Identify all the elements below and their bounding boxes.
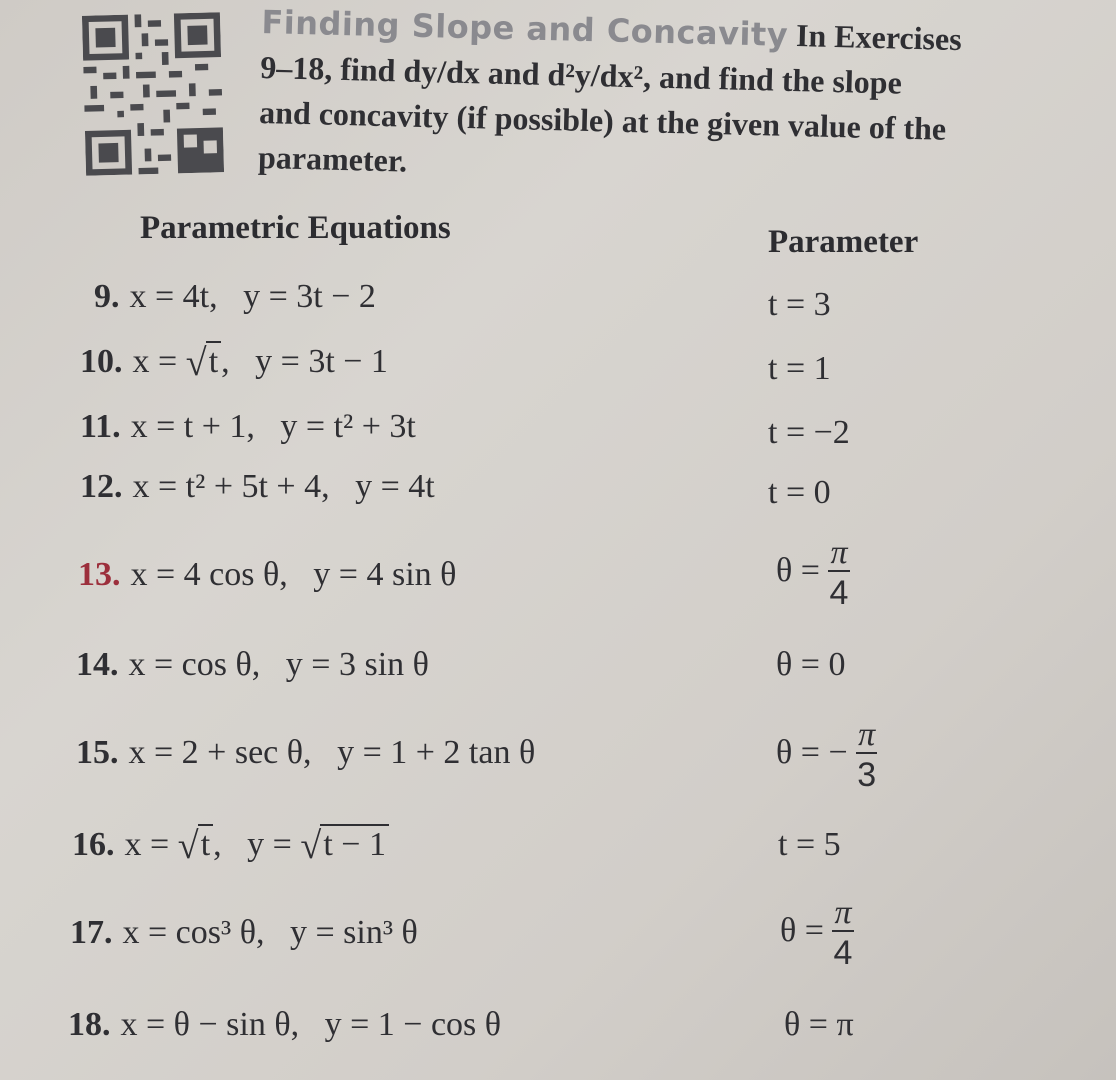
section-title: Finding Slope and Concavity [260,2,789,54]
exercise-11: 11. x = t + 1, y = t² + 3t [80,408,416,445]
exercise-17: 17. x = cos³ θ, y = sin³ θ [70,914,418,951]
intro-line-1: In Exercises [795,17,963,58]
exercise-15: 15. x = 2 + sec θ, y = 1 + 2 tan θ [76,734,536,771]
parameter-16: t = 5 [778,826,841,863]
parameter-15: θ = − $\frac{\pi}{3}$ [776,716,877,794]
sqrt-symbol: √ t [178,826,213,864]
parameter-18: θ = π [784,1006,854,1043]
fraction: $\frac{\pi}{3}$ [857,716,877,794]
fraction: $\frac{\pi}{4}$ [829,534,849,612]
qr-code-icon [82,12,224,176]
intro-line-2: 9–18, find dy/dx and d²y/dx², and find the slope [259,48,903,101]
header-parametric-equations: Parametric Equations [140,210,451,246]
exercise-13: 13. x = 4 cos θ, y = 4 sin θ [78,556,457,593]
fraction: $\frac{\pi}{4}$ [833,894,853,972]
sqrt-symbol: √ t [186,343,221,381]
exercise-10: 10. x = √ t, y = 3t − 1 [80,343,388,381]
parameter-9: t = 3 [768,286,831,323]
exercise-9: 9. x = 4t, y = 3t − 2 [94,278,376,315]
instructions-paragraph [258,0,1082,200]
parameter-17: θ = $\frac{\pi}{4}$ [780,894,853,972]
intro-line-4: parameter. [257,138,408,179]
header-parameter: Parameter [768,224,919,260]
intro-line-3: and concavity (if possible) at the given value of the [258,93,947,147]
exercise-16: 16. x = √ t, y = √ t − 1 [72,826,389,864]
parameter-13: θ = $\frac{\pi}{4}$ [776,534,849,612]
exercise-14: 14. x = cos θ, y = 3 sin θ [76,646,429,683]
parameter-10: t = 1 [768,350,831,387]
parameter-12: t = 0 [768,474,831,511]
parameter-11: t = −2 [768,414,850,451]
exercise-12: 12. x = t² + 5t + 4, y = 4t [80,468,435,505]
parameter-14: θ = 0 [776,646,846,683]
sqrt-symbol: √ t − 1 [300,826,389,864]
exercise-18: 18. x = θ − sin θ, y = 1 − cos θ [68,1006,502,1043]
